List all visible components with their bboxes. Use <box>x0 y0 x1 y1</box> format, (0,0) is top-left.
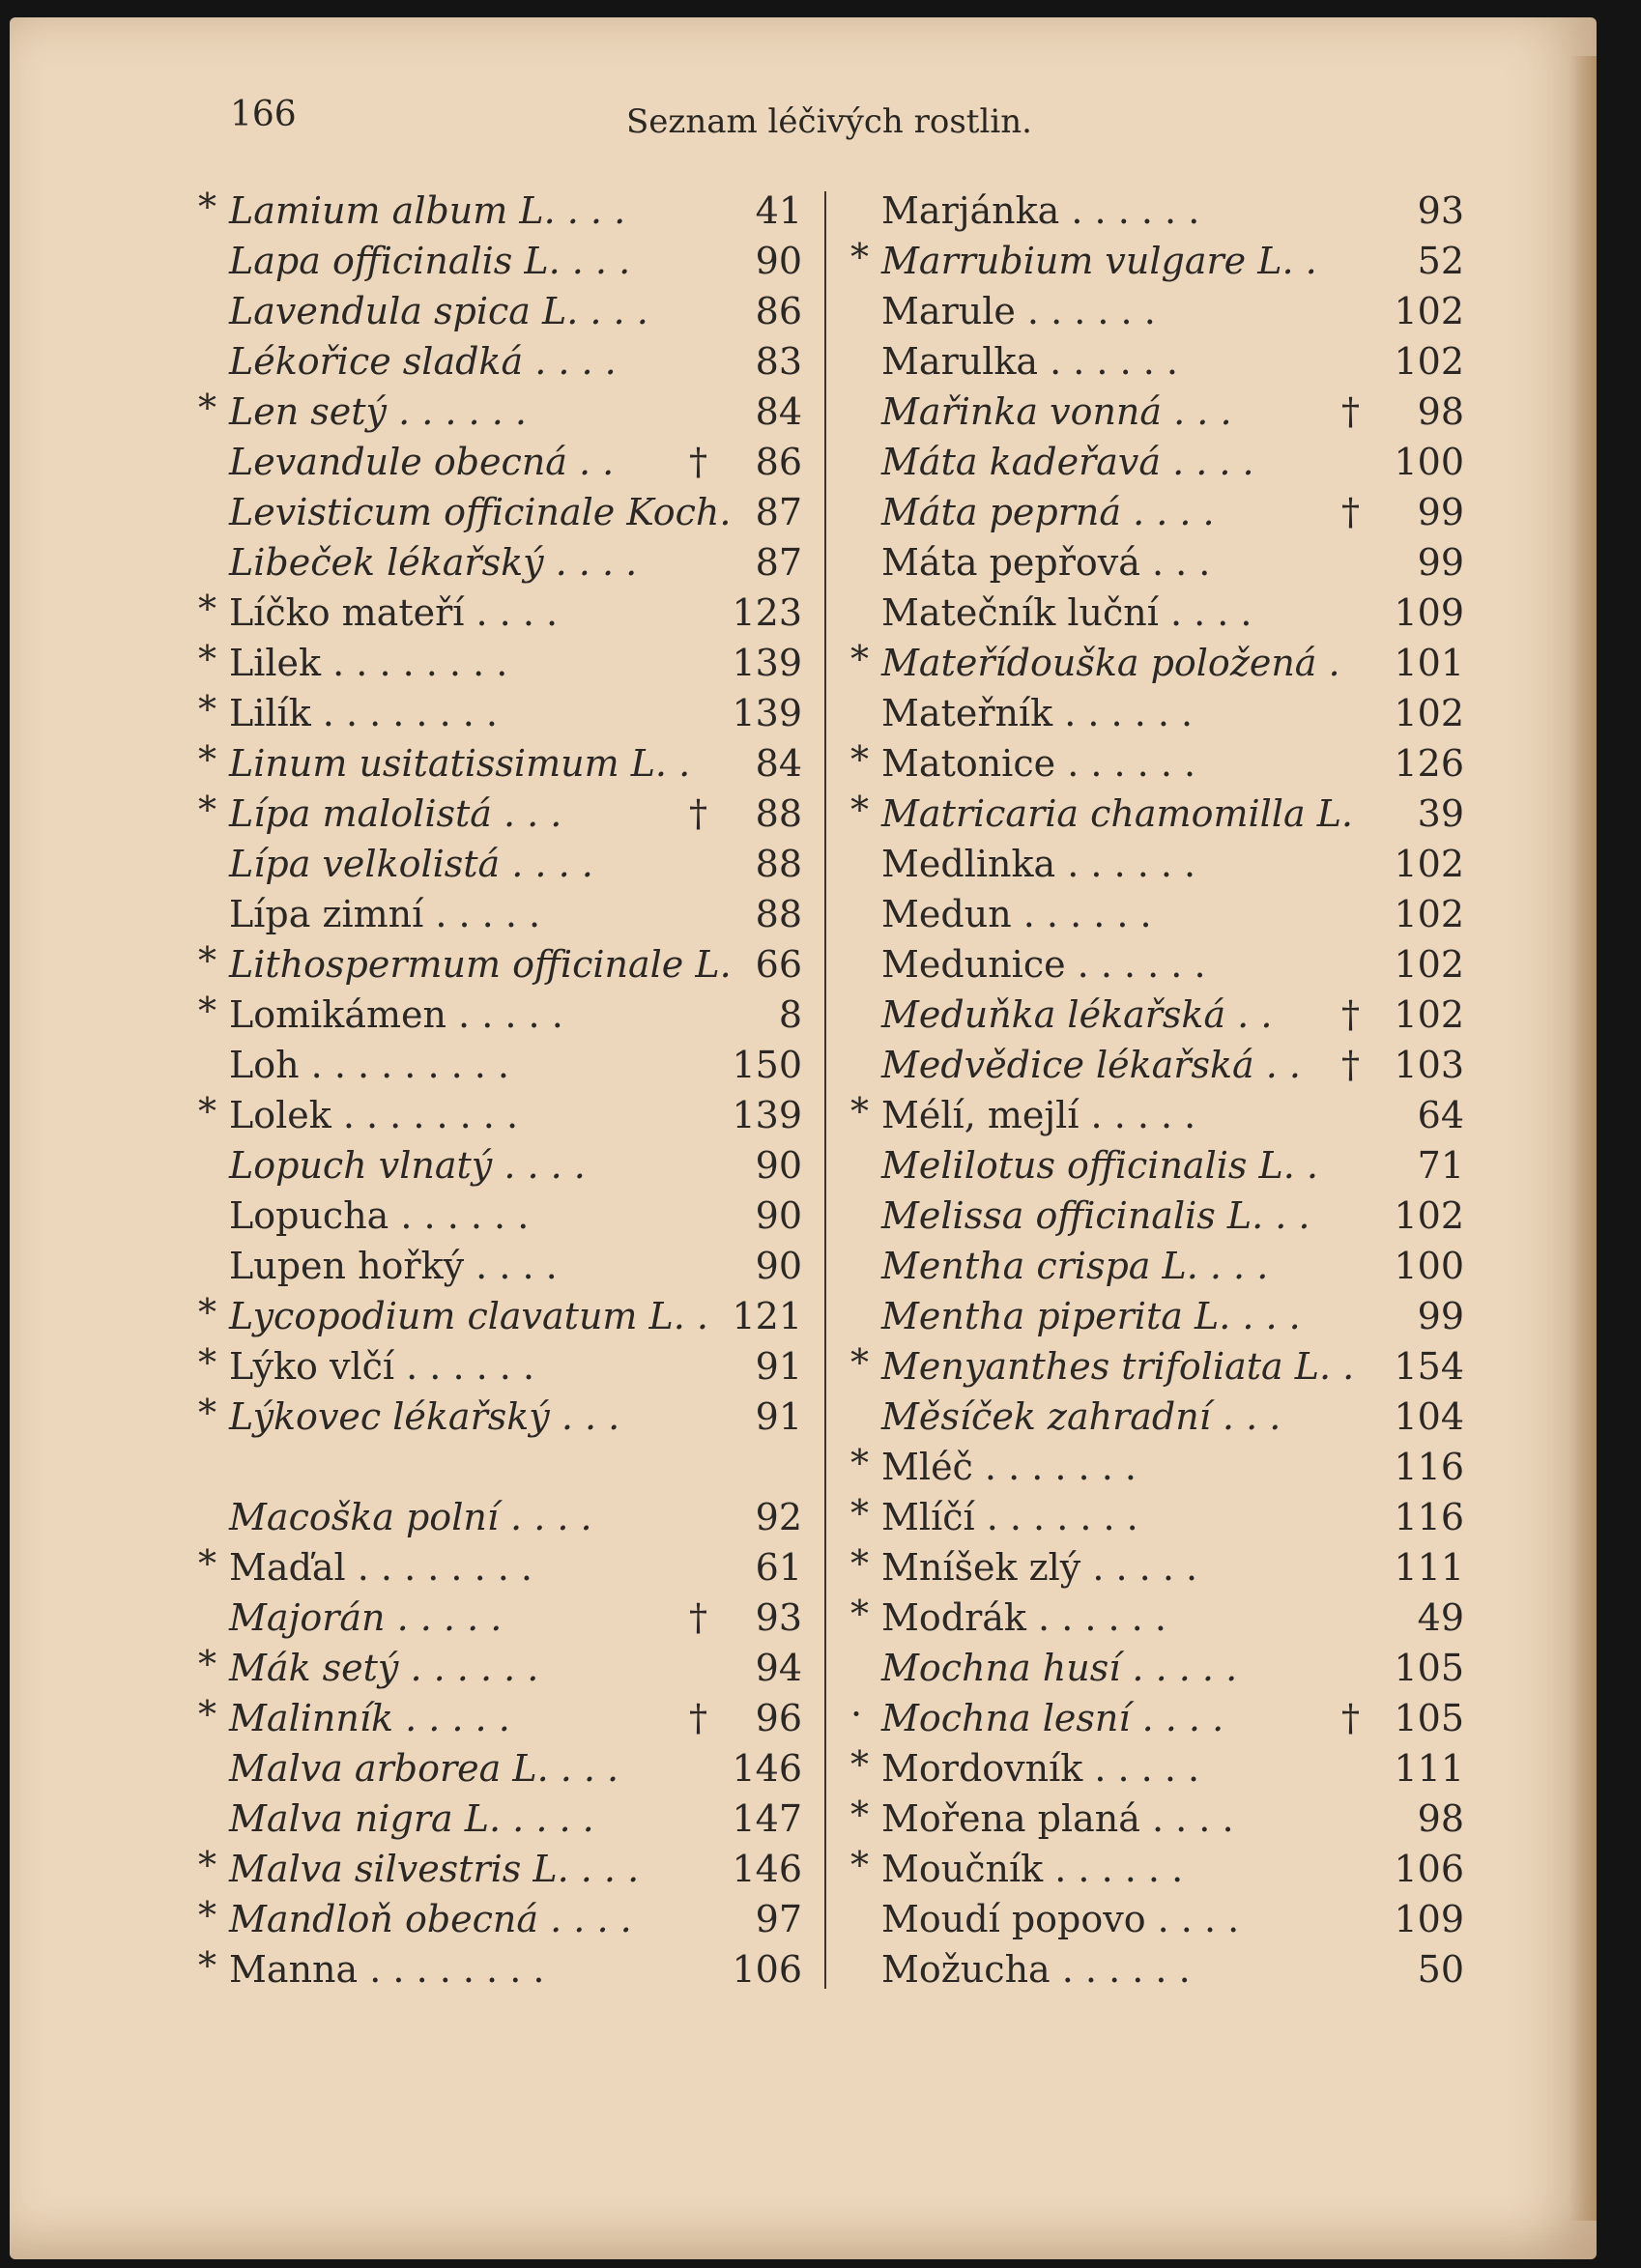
entry-marker: * <box>850 1794 869 1836</box>
right-index-column <box>850 186 1464 1995</box>
entry-marker: * <box>198 990 216 1032</box>
entry-page-number: 66 <box>755 943 802 986</box>
entry-term: Mochna husí . . . . . <box>881 1647 1238 1689</box>
entry-term: Marrubium vulgare L. . <box>881 240 1317 282</box>
entry-page-number: 105 <box>1394 1647 1464 1689</box>
index-entry <box>850 336 1464 387</box>
index-entry <box>850 889 1464 939</box>
index-entry <box>198 437 817 487</box>
entry-marker: * <box>198 939 216 982</box>
entry-term: Manna . . . . . . . . <box>229 1948 545 1991</box>
entry-page-number: 52 <box>1417 240 1464 282</box>
entry-page-number: 109 <box>1394 591 1464 634</box>
entry-term: Máta kadeřavá . . . . <box>881 441 1254 483</box>
page-number: 166 <box>230 95 297 134</box>
entry-marker: * <box>198 1944 216 1987</box>
index-entry <box>198 1944 817 1995</box>
entry-term: Linum usitatissimum L. . <box>229 742 691 785</box>
entry-page-number: 147 <box>732 1797 802 1840</box>
dagger-mark: † <box>1341 491 1360 533</box>
index-entry <box>850 1191 1464 1241</box>
entry-page-number: 84 <box>755 390 802 433</box>
entry-page-number: 102 <box>1394 943 1464 986</box>
index-entry <box>198 939 817 990</box>
index-entry <box>850 1844 1464 1894</box>
entry-page-number: 71 <box>1417 1144 1464 1187</box>
entry-page-number: 101 <box>1394 642 1464 684</box>
entry-page-number: 102 <box>1394 692 1464 734</box>
entry-page-number: 106 <box>732 1948 802 1991</box>
entry-term: Lípa zimní . . . . . <box>229 893 541 935</box>
entry-term: Meduňka lékařská . . <box>881 993 1273 1036</box>
entry-term: Líčko mateří . . . . <box>229 591 559 634</box>
entry-term: Lolek . . . . . . . . <box>229 1094 519 1136</box>
entry-page-number: 99 <box>1417 1295 1464 1337</box>
entry-page-number: 64 <box>1417 1094 1464 1136</box>
entry-page-number: 92 <box>755 1496 802 1538</box>
entry-term: Marule . . . . . . <box>881 290 1156 332</box>
entry-term: Moučník . . . . . . <box>881 1848 1184 1890</box>
entry-term: Lopuch vlnatý . . . . <box>229 1144 586 1187</box>
entry-term: Medvědice lékařská . . <box>881 1044 1301 1086</box>
entry-term: Matonice . . . . . . <box>881 742 1196 785</box>
entry-marker: * <box>198 1090 216 1133</box>
entry-term: Malva nigra L. . . . . <box>229 1797 594 1840</box>
entry-marker: * <box>198 789 216 831</box>
entry-term: Lopucha . . . . . . <box>229 1194 530 1237</box>
column-divider <box>824 191 826 1989</box>
index-entry <box>850 939 1464 990</box>
entry-page-number: 49 <box>1417 1596 1464 1639</box>
index-entry <box>850 1442 1464 1492</box>
entry-page-number: 111 <box>1394 1546 1464 1589</box>
entry-term: Mléč . . . . . . . <box>881 1446 1137 1488</box>
index-entry <box>198 588 817 638</box>
index-entry <box>198 1693 817 1743</box>
index-entry <box>850 1241 1464 1291</box>
entry-page-number: 88 <box>755 893 802 935</box>
entry-term: Marulka . . . . . . <box>881 340 1178 383</box>
entry-term: Lupen hořký . . . . <box>229 1245 558 1287</box>
left-index-column <box>198 186 817 1995</box>
entry-term: Lavendula spica L. . . . <box>229 290 648 332</box>
entry-marker: * <box>198 186 216 228</box>
index-entry <box>850 537 1464 588</box>
entry-term: Libeček lékařský . . . . <box>229 541 638 584</box>
entry-term: Len setý . . . . . . <box>229 390 527 433</box>
entry-page-number: 116 <box>1394 1496 1464 1538</box>
entry-term: Medlinka . . . . . . <box>881 843 1196 885</box>
entry-term: Lamium album L. . . . <box>229 189 626 232</box>
entry-page-number: 103 <box>1394 1044 1464 1086</box>
entry-marker: * <box>198 588 216 630</box>
entry-term: Lýko vlčí . . . . . . <box>229 1345 535 1388</box>
entry-page-number: 154 <box>1394 1345 1464 1388</box>
index-entry <box>198 336 817 387</box>
index-entry <box>850 487 1464 537</box>
entry-page-number: 39 <box>1417 792 1464 835</box>
index-entry <box>850 437 1464 487</box>
entry-term: Máta pepřová . . . <box>881 541 1211 584</box>
entry-marker: * <box>850 1542 869 1585</box>
index-entry <box>198 1291 817 1341</box>
entry-marker: * <box>850 738 869 781</box>
entry-page-number: 90 <box>755 240 802 282</box>
index-entry <box>850 588 1464 638</box>
index-entry <box>198 789 817 839</box>
entry-page-number: 109 <box>1394 1898 1464 1940</box>
index-entry <box>850 1593 1464 1643</box>
entry-term: Maďal . . . . . . . . <box>229 1546 533 1589</box>
index-entry <box>850 839 1464 889</box>
entry-page-number: 87 <box>755 491 802 533</box>
entry-marker: * <box>850 1090 869 1133</box>
entry-term: Lípa malolistá . . . <box>229 792 562 835</box>
dagger-mark: † <box>689 441 707 483</box>
dagger-mark: † <box>1341 1044 1360 1086</box>
entry-page-number: 88 <box>755 843 802 885</box>
index-entry <box>850 738 1464 789</box>
index-entry <box>198 1040 817 1090</box>
entry-marker: * <box>850 789 869 831</box>
entry-term: Mochna lesní . . . . <box>881 1697 1224 1739</box>
entry-page-number: 84 <box>755 742 802 785</box>
index-entry <box>198 387 817 437</box>
entry-page-number: 123 <box>732 591 802 634</box>
index-entry <box>198 1140 817 1191</box>
index-entry <box>850 638 1464 688</box>
entry-term: Měsíček zahradní . . . <box>881 1395 1281 1438</box>
entry-term: Lékořice sladká . . . . <box>229 340 617 383</box>
entry-term: Levandule obecná . . <box>229 441 615 483</box>
dagger-mark: † <box>1341 390 1360 433</box>
entry-page-number: 99 <box>1417 541 1464 584</box>
entry-page-number: 98 <box>1417 1797 1464 1840</box>
entry-page-number: 94 <box>755 1647 802 1689</box>
dagger-mark: † <box>689 1697 707 1739</box>
entry-page-number: 97 <box>755 1898 802 1940</box>
entry-page-number: 93 <box>755 1596 802 1639</box>
entry-term: Lomikámen . . . . . <box>229 993 563 1036</box>
entry-marker: * <box>198 1291 216 1334</box>
entry-page-number: 91 <box>755 1395 802 1438</box>
index-entry <box>198 186 817 236</box>
entry-term: Menyanthes trifoliata L. . <box>881 1345 1355 1388</box>
entry-page-number: 102 <box>1394 843 1464 885</box>
dagger-mark: † <box>689 792 707 835</box>
index-entry <box>198 990 817 1040</box>
index-entry <box>850 1693 1464 1743</box>
index-entry <box>198 1191 817 1241</box>
entry-marker: * <box>850 1442 869 1484</box>
index-entry <box>198 1743 817 1794</box>
entry-term: Matečník luční . . . . <box>881 591 1252 634</box>
entry-marker: * <box>198 1844 216 1886</box>
index-entry <box>850 1794 1464 1844</box>
entry-term: Lilík . . . . . . . . <box>229 692 498 734</box>
entry-term: Medunice . . . . . . <box>881 943 1206 986</box>
index-entry <box>850 1894 1464 1944</box>
entry-term: Mentha piperita L. . . . <box>881 1295 1301 1337</box>
entry-term: Modrák . . . . . . <box>881 1596 1166 1639</box>
entry-term: Levisticum officinale Koch. <box>229 491 732 533</box>
entry-marker: · <box>850 1693 863 1736</box>
entry-page-number: 102 <box>1394 290 1464 332</box>
entry-term: Mandloň obecná . . . . <box>229 1898 632 1940</box>
entry-page-number: 146 <box>732 1747 802 1790</box>
index-entry <box>850 1090 1464 1140</box>
entry-page-number: 83 <box>755 340 802 383</box>
entry-marker: * <box>850 638 869 680</box>
entry-marker: * <box>198 1542 216 1585</box>
entry-term: Mateřník . . . . . . <box>881 692 1194 734</box>
entry-page-number: 139 <box>732 692 802 734</box>
index-entry <box>850 1392 1464 1442</box>
entry-marker: * <box>850 1844 869 1886</box>
entry-term: Loh . . . . . . . . . <box>229 1044 510 1086</box>
entry-page-number: 139 <box>732 1094 802 1136</box>
entry-term: Lapa officinalis L. . . . <box>229 240 631 282</box>
index-entry <box>850 1944 1464 1995</box>
entry-term: Majorán . . . . . <box>229 1596 503 1639</box>
index-entry <box>850 1492 1464 1542</box>
index-entry <box>198 1844 817 1894</box>
entry-marker: * <box>198 638 216 680</box>
index-entry <box>198 1593 817 1643</box>
entry-page-number: 100 <box>1394 441 1464 483</box>
index-entry <box>850 1341 1464 1392</box>
index-entry <box>198 1392 817 1442</box>
entry-marker: * <box>198 738 216 781</box>
entry-term: Mlíčí . . . . . . . <box>881 1496 1138 1538</box>
entry-page-number: 93 <box>1417 189 1464 232</box>
entry-page-number: 90 <box>755 1144 802 1187</box>
entry-page-number: 106 <box>1394 1848 1464 1890</box>
entry-page-number: 102 <box>1394 993 1464 1036</box>
entry-page-number: 88 <box>755 792 802 835</box>
entry-page-number: 90 <box>755 1245 802 1287</box>
index-entry <box>198 487 817 537</box>
entry-page-number: 116 <box>1394 1446 1464 1488</box>
entry-term: Marjánka . . . . . . <box>881 189 1200 232</box>
index-entry <box>850 688 1464 738</box>
index-entry <box>198 638 817 688</box>
entry-page-number: 96 <box>755 1697 802 1739</box>
index-entry <box>198 1241 817 1291</box>
index-entry <box>198 1643 817 1693</box>
entry-marker: * <box>198 1693 216 1736</box>
entry-term: Moudí popovo . . . . <box>881 1898 1240 1940</box>
index-entry <box>198 688 817 738</box>
index-entry <box>850 1291 1464 1341</box>
section-gap <box>198 1442 817 1492</box>
dagger-mark: † <box>689 1596 707 1639</box>
entry-page-number: 86 <box>755 290 802 332</box>
index-entry <box>198 1341 817 1392</box>
index-entry <box>198 839 817 889</box>
entry-page-number: 104 <box>1394 1395 1464 1438</box>
entry-marker: * <box>198 688 216 731</box>
index-entry <box>850 1542 1464 1593</box>
dagger-mark: † <box>1341 993 1360 1036</box>
entry-term: Mníšek zlý . . . . . <box>881 1546 1198 1589</box>
dagger-mark: † <box>1341 1697 1360 1739</box>
entry-page-number: 139 <box>732 642 802 684</box>
entry-page-number: 111 <box>1394 1747 1464 1790</box>
entry-marker: * <box>850 236 869 278</box>
index-entry <box>850 1743 1464 1794</box>
index-entry <box>198 889 817 939</box>
entry-marker: * <box>850 1492 869 1535</box>
entry-term: Mélí, mejlí . . . . . <box>881 1094 1196 1136</box>
entry-marker: * <box>198 1643 216 1685</box>
entry-term: Melilotus officinalis L. . <box>881 1144 1318 1187</box>
index-entry <box>198 1542 817 1593</box>
entry-page-number: 121 <box>732 1295 802 1337</box>
entry-marker: * <box>850 1743 869 1786</box>
entry-page-number: 50 <box>1417 1948 1464 1991</box>
index-entry <box>850 789 1464 839</box>
entry-page-number: 98 <box>1417 390 1464 433</box>
entry-term: Mateřídouška položená . <box>881 642 1340 684</box>
index-entry <box>198 1492 817 1542</box>
index-entry <box>198 738 817 789</box>
index-entry <box>198 286 817 336</box>
entry-term: Máta peprná . . . . <box>881 491 1215 533</box>
entry-page-number: 102 <box>1394 893 1464 935</box>
entry-page-number: 91 <box>755 1345 802 1388</box>
entry-page-number: 126 <box>1394 742 1464 785</box>
entry-term: Mordovník . . . . . <box>881 1747 1200 1790</box>
entry-term: Mořena planá . . . . <box>881 1797 1234 1840</box>
entry-page-number: 105 <box>1394 1697 1464 1739</box>
entry-term: Medun . . . . . . <box>881 893 1152 935</box>
entry-term: Lýkovec lékařský . . . <box>229 1395 620 1438</box>
entry-term: Lithospermum officinale L. <box>229 943 732 986</box>
entry-marker: * <box>198 1392 216 1434</box>
entry-term: Lilek . . . . . . . . <box>229 642 508 684</box>
entry-term: Možucha . . . . . . <box>881 1948 1191 1991</box>
entry-term: Mařinka vonná . . . <box>881 390 1232 433</box>
index-entry <box>850 1140 1464 1191</box>
entry-page-number: 61 <box>755 1546 802 1589</box>
running-title: Seznam léčivých rostlin. <box>626 102 1032 141</box>
entry-term: Malva silvestris L. . . . <box>229 1848 640 1890</box>
entry-page-number: 146 <box>732 1848 802 1890</box>
index-entry <box>850 186 1464 236</box>
index-entry <box>198 537 817 588</box>
index-entry <box>850 990 1464 1040</box>
entry-term: Malinník . . . . . <box>229 1697 510 1739</box>
entry-term: Mentha crispa L. . . . <box>881 1245 1269 1287</box>
entry-page-number: 102 <box>1394 340 1464 383</box>
entry-term: Mák setý . . . . . . <box>229 1647 539 1689</box>
entry-term: Lycopodium clavatum L. . <box>229 1295 709 1337</box>
entry-page-number: 90 <box>755 1194 802 1237</box>
entry-marker: * <box>198 1341 216 1384</box>
entry-term: Matricaria chamomilla L. <box>881 792 1354 835</box>
entry-term: Melissa officinalis L. . . <box>881 1194 1310 1237</box>
entry-marker: * <box>850 1341 869 1384</box>
index-entry <box>850 1040 1464 1090</box>
index-entry <box>198 1090 817 1140</box>
entry-page-number: 87 <box>755 541 802 584</box>
index-entry <box>850 387 1464 437</box>
entry-term: Lípa velkolistá . . . . <box>229 843 593 885</box>
entry-page-number: 100 <box>1394 1245 1464 1287</box>
entry-marker: * <box>850 1593 869 1635</box>
entry-marker: * <box>198 387 216 429</box>
entry-page-number: 102 <box>1394 1194 1464 1237</box>
entry-page-number: 41 <box>755 189 802 232</box>
entry-term: Macoška polní . . . . <box>229 1496 592 1538</box>
entry-page-number: 86 <box>755 441 802 483</box>
index-entry <box>850 236 1464 286</box>
entry-page-number: 99 <box>1417 491 1464 533</box>
index-entry <box>850 286 1464 336</box>
index-entry <box>198 1894 817 1944</box>
entry-marker: * <box>198 1894 216 1937</box>
index-entry <box>850 1643 1464 1693</box>
entry-page-number: 8 <box>778 993 802 1036</box>
index-entry <box>198 236 817 286</box>
entry-page-number: 150 <box>732 1044 802 1086</box>
page-edge-shadow <box>1569 56 1597 2221</box>
index-entry <box>198 1794 817 1844</box>
entry-term: Malva arborea L. . . . <box>229 1747 619 1790</box>
